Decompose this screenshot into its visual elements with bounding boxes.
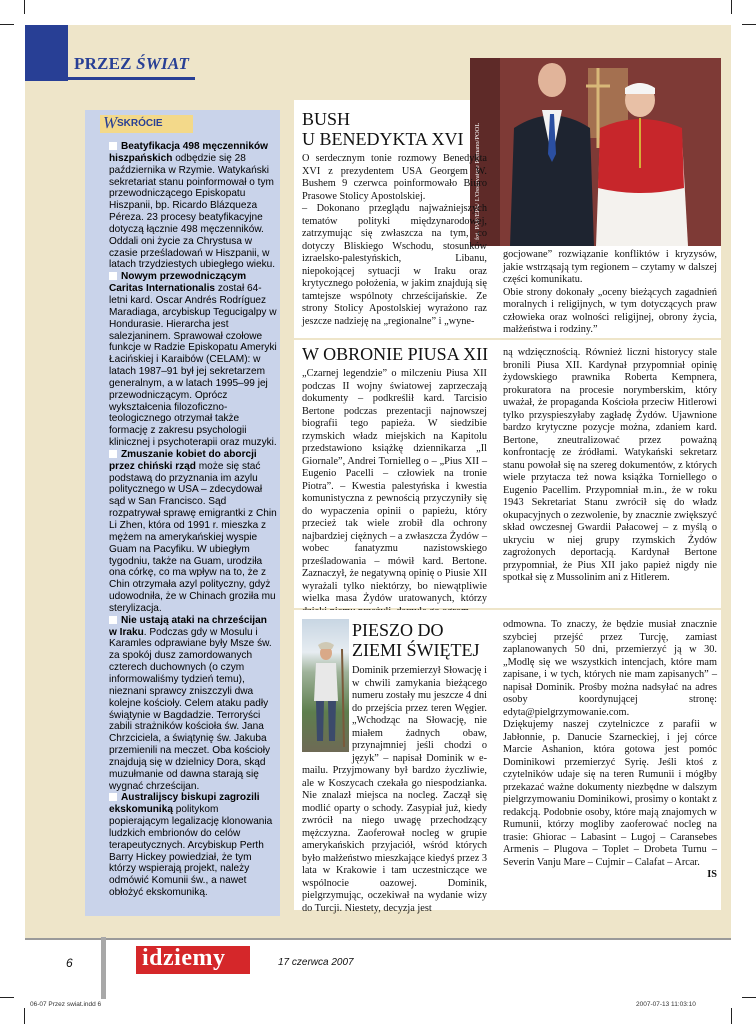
- sidebar-heading-label: SKRÓCIE: [117, 118, 163, 129]
- article-bush-col1: O serdecznym tonie rozmowy Benedykta XVI z prezydentem USA Georgem W. Bushem 9 czerwca poinformowało Biuro Prasowe Stolicy Apostolskiej. – Dokonano przeglądu najważniejszych tematów polityki międzynarodowej, zatrzymując się zwłaszcza na tym, co dotyczy Bliskiego Wschodu, stosunków izraelsko-palestyńskich, Libanu, niepokojącej sytuacji w Iraku oraz krytycznego położenia, w jakim znajdują się tamtejsze wspólnoty chrześcijańskie. Ze strony Stolicy Apostolskiej wyrażono raz jeszcze nadzieję na „regionalne” i „wyne-: [302, 153, 487, 327]
- sidebar-heading-initial: W: [103, 113, 118, 132]
- crop-mark: [742, 997, 756, 998]
- bush-pope-photo: [470, 58, 721, 246]
- news-item: Zmuszanie kobiet do aborcji przez chiński rząd może się stać podstawą do przyznania im azylu politycznego w USA – zdecydował sąd w San Francisco. Sąd rozpatrywał sprawę emigrantki z Chin Li Zhen, która od 1991 r. mieszka z mężem na amerykańskiej wyspie Guam na Pacyfiku. W ubiegłym tygodniu, także na Guam, urodziła ona córkę, co ma wpływ na to, że z Chin otrzymała azyl polityczny, gdyż udowodniła, że w Chinach groziła mu sterylizacja.: [109, 448, 277, 614]
- issue-date: 17 czerwca 2007: [278, 957, 354, 968]
- crop-mark: [0, 24, 14, 25]
- article-pius-col2: ną wdzięcznością. Również liczni historycy stale bronili Piusa XII. Kardynał przypomniał opinię żydowskiego prawnika Roberta Kempnera, prokuratora na procesie norymberskim, który uważał, że propaganda Kościoła przeciw Hitlerowi tylko przyspieszyłaby zagładę Żydów. Ujawnione bardzo krytyczne pozycje można, zdaniem kard. Bertone, zneutralizować przez poważną konfrontację ze źródłami. Watykański sekretarz stanu powołał się na szereg dokumentów, z których wiele przytacza też nowa książka Torniellego o Eugenio Pacellim. Przypomniał m.in., że w roku 1943 Sekretariat Stanu zwrócił się do władz okupacyjnych o zezwolenie, by znacznie zwiększyć skład owczesnej Gwardii Pałacowej – z myślą o ukryciu w niej grupy rzymskich Żydów zagrożonych deportacją. Kardynał Bertone przypomniał, że Pius XII jako papież nigdy nie spotkał się z Mussolinim ani z Hitlerem.: [503, 347, 717, 583]
- file-timestamp: 2007-07-13 11:03:10: [636, 1001, 696, 1008]
- article-bush-title: BUSH U BENEDYKTA XVI: [302, 109, 464, 149]
- news-item: Nowym przewodniczącym Caritas Internationalis został 64-letni kard. Oscar Andrés Rodríguez Maradiaga, arcybiskup Tegucigalpy w Hondurasie. Hierarcha jest salezjaninem. Sprawował czołowe funkcje w Radzie Episkopatu Ameryki Łacińskiej i Karaibów (CELAM): w latach 1987–91 był jej sekretarzem generalnym, a w latach 1995–99 jej przewodniczącym. Oprócz wykształcenia filozoficzno-teologicznego otrzymał także formację z zakresu psychologii klinicznej i psychoterapii oraz muzyki.: [109, 271, 277, 449]
- news-item: Nie ustają ataki na chrześcijan w Iraku. Podczas gdy w Mosulu i Karamles odprawiane były Msze św. za spokój dusz zamordowanych czterech duchownych (o czym informowaliśmy tydzień temu), nieznani sprawcy zniszczyli dwa kolejne kościoły. Celem ataku padły świątynie w Bagdadzie. Terroryści zabili strażników kościoła św. Jana Chrzciciela, a świątynię św. Jakuba przemienili na meczet. Oba kościoły znajdują się w dzielnicy Dora, skąd muzułmanie od dawna starają się wygnać chrześcijan.: [109, 614, 272, 792]
- sidebar-heading: [100, 115, 193, 133]
- sidebar-news-list: [109, 141, 277, 899]
- page-number: 6: [66, 956, 73, 970]
- author-signature: IS: [707, 869, 717, 880]
- bullet-square-icon: [109, 450, 117, 458]
- footer-divider: [101, 937, 106, 999]
- magazine-logo: idziemy: [136, 946, 250, 974]
- crop-mark: [0, 997, 14, 998]
- bullet-square-icon: [109, 793, 117, 801]
- crop-mark: [731, 0, 732, 14]
- article-pius-title: W OBRONIE PIUSA XII: [302, 344, 489, 364]
- crop-mark: [731, 1008, 732, 1024]
- bullet-square-icon: [109, 616, 117, 624]
- bullet-square-icon: [109, 142, 117, 150]
- news-item: Australijscy biskupi zagrozili ekskomuniką politykom popierającym legalizację klonowania ludzkich embrionów do celów terapeutycznych. Arcybiskup Perth Barry Hickey powiedział, że tym którzy wspierają projekt, należy odmówić Komunii św., a nawet obłożyć ekskomuniką.: [109, 792, 273, 899]
- article-pilgrim-col2: odmowna. To znaczy, że będzie musiał znacznie szybciej przejść przez Turcję, zamiast zaplanowanych 50 dni, przemierzyć ją w 30. „Modlę się we wszystkich intencjach, które mam zapisane, i w tych, których nie mam zapisanych” – napisał Dominik. Prośby można nadsyłać na adres osoby koordynującej stronę: edyta@pielgrzymowanie.com. Dziękujemy naszej czytelniczce z parafii w Jabłonnie, p. Danucie Szarneckiej, i jej córce Marcie Ashanion, która gotowa jest pomóc Dominikowi przemierzyć Syrię. Jeśli ktoś z czytelników udaje się na teren Rumunii i mógłby przekazać ważne dokumenty niezbędne w dalszym pielgrzymowaniu Dominikowi, prosimy o kontakt z redakcją. Podobnie osoby, które mają znajomych w Rumunii, którzy mogliby zaoferować nocleg na trasie: Ghiorac – Labasint – Lugoj – Caransebes Armenis – Plugova – Toplet – Drobeta Turnu – Severin Vanju Mare – Cujmir – Calafat – Arcar. IS: [503, 619, 717, 880]
- bullet-square-icon: [109, 272, 117, 280]
- file-slug: 06-07 Przez swiat.indd 6: [30, 1001, 102, 1008]
- news-item: Beatyfikacja 498 męczenników hiszpańskich odbędzie się 28 października w Rzymie. Watykański sekretariat stanu poinformował o tym przewodniczącego Episkopatu Hiszpanii, bp. Ricardo Blázqueza Péreza. 23 procesy beatyfikacyjne dotyczą łącznie 498 męczenników. Oddali oni życie za Chrystusa w czasie prześladowań w Hiszpanii, w latach trzydziestych ubiegłego wieku.: [109, 141, 276, 271]
- section-title: PRZEZ ŚWIAT: [74, 54, 190, 73]
- section-title-rule: [68, 77, 195, 80]
- section-color-tab: [25, 25, 68, 81]
- article-pius-col1: „Czarnej legendzie” o milczeniu Piusa XII podczas II wojny światowej zaprzeczają dokumenty – podkreślił kard. Tarcisio Bertone podczas prezentacji najnowszej biografii tego papieża. W siedzibie rzymskich władz miejskich na Kapitolu przedstawiono książkę dziennikarza „Il Giornale”, Andrei Tornielleg o – „Pius XII – Eugenio Pacelli – człowiek na tronie Piotra”. – Kwestia palestyńska i kwestia komunistyczna z pewnością przyczyniły się do wypaczenia opinii o papieżu, który przecież tak wiele zrobił dla ochrony najbardziej ciężnych – a zwłaszcza Żydów – wobec fanatyzmu nazistowskiego prześladowania – mówił kard. Bertone. Zaznaczył, że negatywną opinię o Piusie XII wyrażali tylko niektórzy, bo niewątpliwie wielka masa Żydów uratowanych, którzy: [302, 368, 487, 604]
- article-pilgrim-title: PIESZO DO ZIEMI ŚWIĘTEJ: [352, 620, 480, 660]
- photo-credit: fot. PAP/EPA/ L'Osservatore Romano/POOL: [474, 122, 481, 240]
- article-bush-col2: gocjowane” rozwiązanie konfliktów i kryzysów, jakie wstrząsają tym regionem – czytamy w dalszej części komunikatu. Obie strony dokonały „oceny bieżących zagadnień moralnych i religijnych, w tym dotyczących praw człowieka oraz wolności religijnej, obrony życia, małżeństwa i rodziny.”: [503, 249, 717, 335]
- crop-mark: [24, 0, 25, 14]
- photo-wrap-space: [302, 665, 352, 753]
- crop-mark: [742, 24, 756, 25]
- footer-rule: [25, 938, 731, 940]
- crop-mark: [24, 1008, 25, 1024]
- article-pilgrim-col1: Dominik przemierzył Słowację i w chwili zamykania bieżącego numeru zostały mu jeszcze 4 dni do przejścia przez teren Węgier. „Wchodząc na Słowację, nie miałem żadnych obaw, przynajmniej jeśli chodzi o język” – napisał Dominik w e-mailu. Przyjmowany był bardzo życzliwie, ale w Koszycach czekała go niespodzianka. Nie znalazł miejsca na nocleg. Zaczął się modlić oparty o schody. Zasypiał już, kiedy zwrócił na niego uwagę przechodzący mężczyzna. Zaoferował nocleg w grupie amerykańskich przyjaciół, wśród których było małżeństwo mieszkające kiedyś przez 3 lata w Krakowie i tam uczestniczące we wspólnocie oazowej. Dominik, pielgrzymując, oczekiwał na wydanie wizy do Turcji. Niestety, decyzja jest: [302, 665, 487, 914]
